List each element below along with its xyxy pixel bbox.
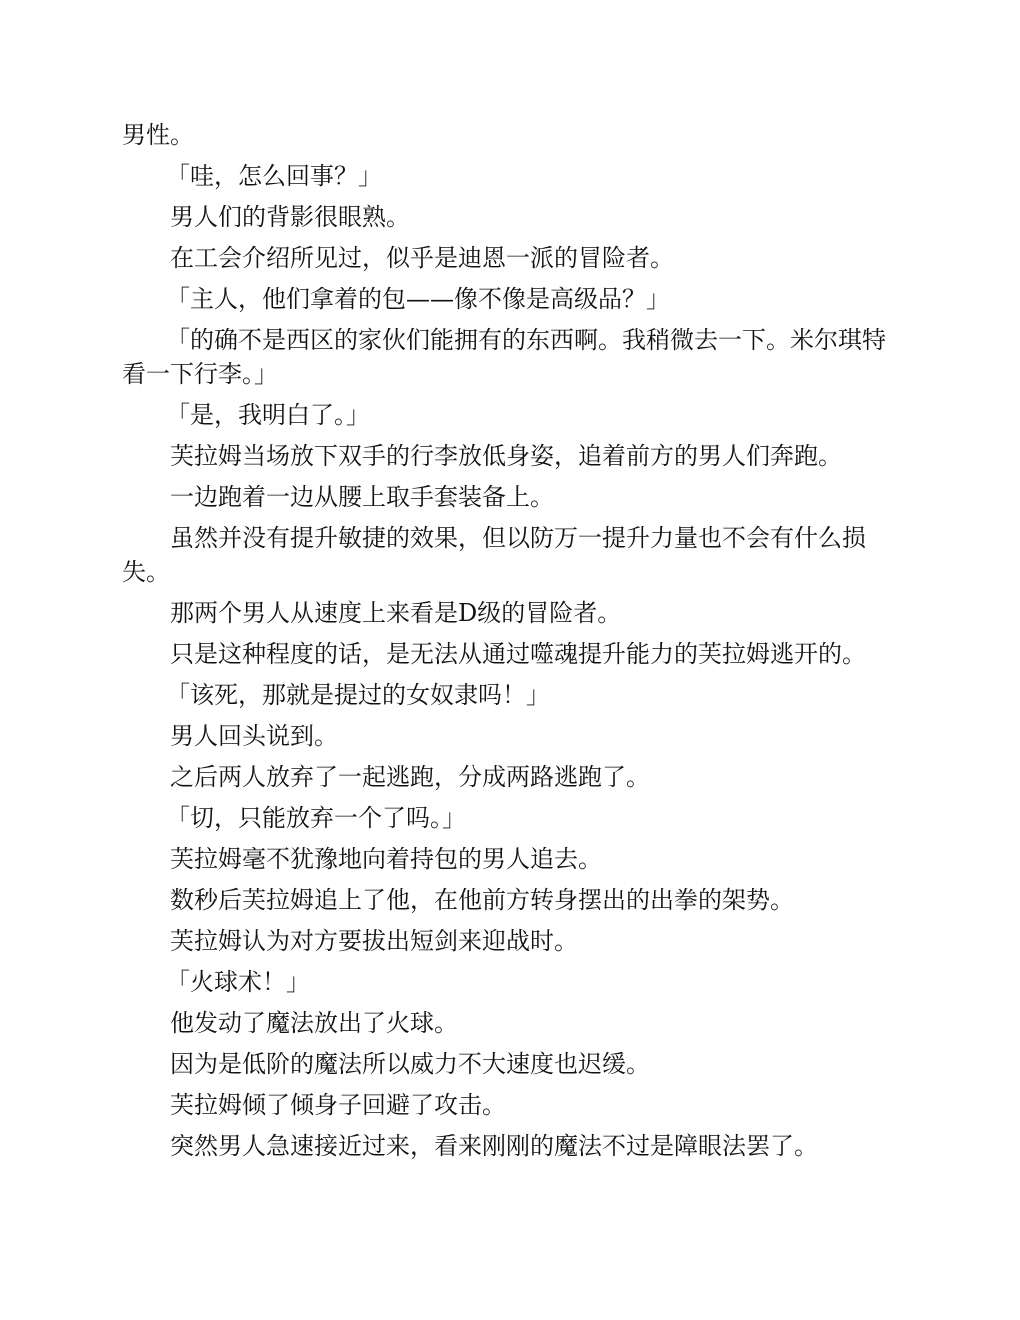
paragraph: 只是这种程度的话，是无法从通过噬魂提升能力的芙拉姆逃开的。 xyxy=(170,640,866,668)
paragraph: 「是，我明白了。」 xyxy=(166,401,370,429)
paragraph: 芙拉姆毫不犹豫地向着持包的男人追去。 xyxy=(170,845,602,873)
paragraph: 在工会介绍所见过，似乎是迪恩一派的冒险者。 xyxy=(170,244,674,272)
document-page xyxy=(122,118,898,1170)
paragraph: 「火球术！」 xyxy=(166,968,310,996)
paragraph: 数秒后芙拉姆追上了他，在他前方转身摆出的出拳的架势。 xyxy=(170,886,794,914)
paragraph: 虽然并没有提升敏捷的效果，但以防万一提升力量也不会有什么损失。 xyxy=(122,524,866,586)
paragraph: 「的确不是西区的家伙们能拥有的东西啊。我稍微去一下。米尔琪特看一下行李。」 xyxy=(122,326,886,388)
paragraph: 之后两人放弃了一起逃跑，分成两路逃跑了。 xyxy=(170,763,650,791)
paragraph: 「该死，那就是提过的女奴隶吗！」 xyxy=(166,681,550,709)
paragraph: 男人回头说到。 xyxy=(170,722,338,750)
paragraph: 「哇，怎么回事？」 xyxy=(166,162,382,190)
paragraph: 芙拉姆倾了倾身子回避了攻击。 xyxy=(170,1091,506,1119)
paragraph: 男性。 xyxy=(122,121,194,149)
paragraph: 芙拉姆当场放下双手的行李放低身姿，追着前方的男人们奔跑。 xyxy=(170,442,842,470)
paragraph: 他发动了魔法放出了火球。 xyxy=(170,1009,458,1037)
paragraph: 男人们的背影很眼熟。 xyxy=(170,203,410,231)
paragraph: 突然男人急速接近过来，看来刚刚的魔法不过是障眼法罢了。 xyxy=(170,1132,818,1160)
paragraph: 「切，只能放弃一个了吗。」 xyxy=(166,804,466,832)
paragraph: 一边跑着一边从腰上取手套装备上。 xyxy=(170,483,554,511)
paragraph: 「主人，他们拿着的包——像不像是高级品？」 xyxy=(166,285,670,313)
paragraph: 芙拉姆认为对方要拔出短剑来迎战时。 xyxy=(170,927,578,955)
paragraph: 因为是低阶的魔法所以威力不大速度也迟缓。 xyxy=(170,1050,650,1078)
paragraph: 那两个男人从速度上来看是D级的冒险者。 xyxy=(170,599,622,627)
